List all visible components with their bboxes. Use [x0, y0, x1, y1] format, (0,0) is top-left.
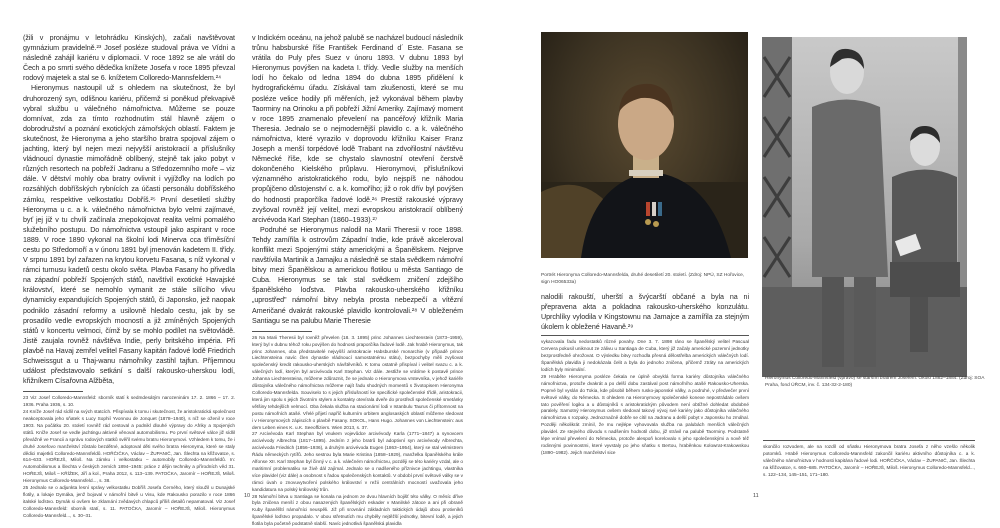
brothers-illustration: [762, 37, 967, 377]
footnote-divider: [763, 440, 975, 441]
footnotes: [23, 395, 235, 519]
brothers-caption: Hieronymus Colloredo-Mannsfeld (vpravo) se starším bratrem Josefem. Okolo 1882–1884. (Zdroj: SOA Praha, fond ÚŘCM, inv. č. 134-32-2-180): [765, 376, 985, 388]
right-column-1: [541, 292, 749, 457]
footnote-divider: [541, 335, 749, 336]
column-1: [23, 33, 235, 520]
right-column-2: [763, 437, 975, 479]
footnotes: [252, 335, 463, 528]
footnotes: [763, 444, 975, 479]
footnote: 26 Na Marii Theresii byl rovněž převelen (18. 3. 1895) princ Johannes Liechtenstein (1873–1959), který byl v dubnu téhož roku povýšen do hodnosti praporčíka řadové lodě. Jak hrabě Hieronymus, tak princ Johannes, oba představitelé nejvyšší aristokracie Habsburské monarchie (v případě prince Liechtensteina navíc člen dynastie vládnoucí samostatnému státu), bezpochyby měli zvyšovat společenský kredit rakousko-uherských návštěvníků. K tomu ostatně přispíval i velitel svazu c. a k. válečných lodí, kterým byl arcivévoda Karl Stephan. Viz dále. Jestliže se vrátíme k postavě prince Johanna Liechtensteina, můžeme zdůraznit, že se jednalo o Hieronymova vrstevníka, v jehož kariéře důstojníka válečného námořnictva můžeme najít řadu shodných momentů s životopisem Hieronyma Colloredo-Mannsfelda. Souviselo to s jejich příslušností ke specifické společenské třídě, aristokracii, která jim spolu s jejich životním stylem a kontakty otevírala dveře do prostředí společenské smetánky většiny tehdejších velmocí. Oba čekala služba na stacionární lodi v Istanbulu Taurus či přítomnost na postu námořních atašé. Vřelé přijetí napříč kulturním orbitem anglosaských oblastí můžeme sledovat i v Hieronymových zápiscích o plavbě Fasany. SOKOL, Hans Hugo. Johannes von Liechtenstein: aus dem Leben eines K. u.K. Seeoffiziers. Wien 2013, s. 37.: [252, 334, 463, 430]
page-number: 10: [244, 493, 251, 499]
paragraph: Hieronymus nastoupil už s ohledem na skutečnost, že byl druhorozený syn, odlišnou kariéru, přičemž si poněkud překvapivě vybral službu u válečného námořnictva. Můžeme se pouze domnívat, zda za tímto rozhodnutím stál hlavně zájem o dobrodružství a poznání exotických zámořských oblastí. Faktem je skutečnost, že Hieronyma a jeho staršího bratra spojoval zájem o jachting, který byl nejen mezi nejvyšší aristokracií a příslušníky vládnoucí dynastie mimořádně oblíbený, stejně tak jako pobyt v různých resortech na pobřeží Jadranu a Středozemního moře – viz dále. V dětství mohly oba bratry ovlivnit i vyjížďky na lodích po rozsáhlých dobříšských rybnících za účasti personálu dobříšského zámku, respektive velkostatku Dobříš.²⁵ První desetiletí služby Hieronyma u c. a k. válečného námořnictva bylo velmi zajímavé, byť jej již v tu chvíli začínala znepokojovat realita velmi pomalého služebního postupu. Do námořnictva vstoupil jako aspirant v roce 1889. V roce 1890 vykonal na školní lodi Minerva cca tříměsíční cestu po Středomoří a v únoru 1891 byl jmenován kadetem II. třídy. V srpnu 1891 byl zařazen na krytou korvetu Fasana, s níž vykonal v rámci turnusu kadetů cestu okolo světa. Plavba Fasany ho přivedla na západní pobřeží Spojených států, navštívil exotické Havajské království, které se nemohlo vymanit ze stále sílícího vlivu dynamicky expandujících Spojených států, či Japonsko, jež naopak podniklo zásadní reformy a usilovně hledalo cestu, jak by se prosadilo vedle evropských mocností a již zmíněných Spojených států v koncertu velmoci, čímž by se mohlo podílet na světovládě. Jistě zaujala rovněž návštěva Indie, perly britského impéria. Při plavbě na Havaj zemřel velitel Fasany kapitán řadové lodě Friedrich Schweissgut a u Thaj-wanu námořníky zastihl tajfun. Příjemnou událost představovalo setkání s další rakousko-uherskou lodí, křižníkem Císařovna Alžběta,: [23, 84, 235, 386]
column-2: [252, 33, 463, 528]
brothers-photo: [762, 37, 967, 377]
page-11: [500, 0, 1000, 521]
footnote: 27 Arcivévoda Karl Stephan byl vnukem vojevůdce arcivévody Karla (1771–1847) a synovcem arcivévody Albrechta (1817–1895). Jedním z jeho bratrů byl adoptivní syn arcivévody Albrechta, arcivévoda Friedrich (1856–1936), a druhým arcivévoda Eugen (1863–1954), který se stal velmistrem Řádu německých rytířů. Jeho sestrou byla Marie Kristina (1858–1929), manželka španělského krále Alfonse XII. Karl Stephan byl činný v c. a k. válečném námořnictvu, později se této kariéry vzdal, ale o maritimní problematiku se živě dál zajímal. Jednalo se o nadšeného příznivce jachtingu, vlastníka více plavidel (viz dále) a osobnost s řadou společenských kontaktů. V období první světové války se v rámci úvah o znovuvytvoření polského království v režii centrálních mocností uvažovala jeho kandidatura na polský královský trůn.: [252, 431, 463, 492]
footnote: 28 Námořní bitva u Santiaga se konala na jednom ze dvou hlavních bojišť této války. O měsíc dříve byla zničena menší z obou nasazených španělských eskader v Manilské zátoce a ani při obraně Kuby španělští námořníci neuspěli. Již při srovnání základních taktických údajů obou protivníků španělské loďstvo propadalo. V obou střetnutích mu chyběly nejtěžší jednotky, bitevní lodě, a jejich flotila byla početně podstatně slabší. Navíc jednotlivá španělská plavidla: [252, 493, 463, 527]
footnote-divider: [23, 391, 83, 392]
paragraph: nalodili rakouští, uherští a švýcarští občané a byla na ni přepravena akta a pokladna rakousko-uherského konzulátu. Uprchlíky vylodila v Kingstownu na Jamajce a zamířila za stejným úkolem k obležené Havaně.²⁹: [541, 293, 749, 332]
footnote: skončilo rozvodem, ale na rozdíl od sňatku Hieronymova bratra Josefa z něho vzešlo několik potomků. Hrabě Hieronymus Colloredo-Mannsfeld zakončil kariéru aktivního důstojníka c. a k. válečného námořnictva v hodnosti kapitána řadové lodi. HOŘČIČKA, Václav – ŽUPANIČ, Jan. Šlechta na křižovatce, s. 660–685. PATOČKA, Jaromír – HOŘEJŠ, Miloš. Hieronymus Colloredo-Mannsfeld..., s. 122–134, 145–151, 171–180.: [763, 444, 975, 477]
footnote: 24 Kníže Josef rád sídlil na svých statcích. Přispívala k tomu i skutečnost, že aristokratická společnost neakceptovala jeho sňatek s Lucy Sophií Yvonnou de Jonquet (1878–1940), s níž se oženil v roce 1903. Na počátku 20. století rovněž rád cestoval a podnikl dlouhé výpravy do Afriky a Spojených států. Kníže Josef se vedle jachtingu aktivně věnoval automobilismu. Po první světové válce již sídlil převážně ve Francii a správu rodových statků svěřil svému bratru Hieronymovi. Vzhledem k tomu, že i druhé Josefovo manželství zůstalo bezdětné, adoptoval děti svého bratra Hieronyma, které se staly dědici majetků Colloredo-Mannsfeldů. HOŘČIČKA, Václav – ŽUPANIČ, Jan. Šlechta na křižovatce, s. 614–633. HOŘEJŠ, Miloš. Na zámku i velkostatku – automobily Colloredo-Mannsfeldů. In: Automobilismus a šlechta v českých zemích 1894–1945: práce z dějin techniky a přírodních věd 31. HOŘEJŠ, Miloš – KŘÍŽEK, Jiří a kol., Praha 2012, s. 113–139. PATOČKA, Jaromír – HOŘEJŠ, Miloš. Hieronymus Colloredo-Mannsfeld..., s. 38.: [23, 409, 235, 484]
footnote: 29 Hraběte Hieronyma posléze čekala ne úplně obvyklá forma kariéry důstojníka válečného námořnictva, protože dvakrát a po delší dobu zastával post námořního atašé Rakousko-Uherska. Poprvé byl vyslán do Tokia, kde působil během rusko-japonské války, a podruhé, v předvečer první světové války, do Německa. S ohledem na Hieronymovy společenské konexe nepostrádalo ovšem tato pověření logiku a u důstojníků s aristokratickým původem není obtížné dohledat obdobné paralely. Samotný Hieronymus ovšem sledoval takový vývoj své kariéry jako důstojníka válečného námořnictva s rozpaky. Jednoznačně dobře se cítil na Jadranu a delší pobyt v Japonsku ho zmáhal. Později několikrát zmínil, že mu nejlépe vyhovovala služba na palubách menších válečných plavidel. Ze stejného důvodu s nadšením hodnotil dobu, již strávil na palubě Taorminy. Podstatně lépe vnímal převelení do Německa, protože alespoň korelovalo s jeho společenskými a nově též rodinnými povinnostmi, které vyvstaly po jeho sňatku s Bertou, hraběnkou Kolowrat-Krakowskou (1890–1982). Jejich manželství sice: [541, 373, 749, 455]
body-text: [23, 33, 235, 386]
footnotes: [541, 339, 749, 456]
footnote: vykazovala řadu nedostatků různé povahy. Dne 3. 7. 1898 ráno se španělský velitel Pascual Cervera pokusil uniknout ze zálivu u Santiaga de Cuba, který již začaly americké pozemní jednotky bezprostředně ohrožovat. O výsledku bitvy rozhodla přesná dělostřelba amerických válečných lodí. Španělská plavidla ji nedokázala čelit a byla do jednoho zničena, přičemž ztráty na amerických lodích byly minimální.: [541, 339, 749, 372]
portrait-caption: Portrét Hieronyma Colloredo-Mannsfelda, druhé desetiletí 20. století. (Zdroj: NPÚ, SZ Hořovice, sign HO06533a): [541, 273, 745, 285]
footnote-divider: [252, 331, 312, 332]
portrait-image: [541, 32, 748, 258]
body-text: [252, 33, 463, 326]
body-text: [541, 292, 749, 332]
portrait-illustration: [541, 32, 748, 258]
page-number: 11: [753, 493, 759, 499]
paragraph: (žili v pronájmu v letohrádku Kinských), začali navštěvovat gymnázium pravidelně.²³ Josef posléze studoval práva ve Vídni a následně zahájil kariéru v diplomacii. V roce 1892 se ale vrátil do Čech a po smrti svého dědečka knížete Josefa v roce 1895 převzal rodový majetek a stal se 6. knížetem Colloredo-Mannsfeldem.²⁴: [23, 34, 235, 83]
page-10: [0, 0, 500, 527]
footnote: 25 Jednalo se o adjunkta lesní správy velkostatku Dobříš Josefa Černého, který sloužil u Dunajské flotily, a lokaje Dymáka, jenž bojoval v námořní bitvě u Visu, kde Rakousko porazilo v roce 1866 italské loďstvo. Dymák si ovšem ke zklamání zvědavých chlapců příliš detailů nepamatoval. Viz Josef Colloredo-Mannsfeld: sborník statí, s. 11. PATOČKA, Jaromír – HOŘEJŠ, Miloš. Hieronymus Colloredo-Mannsfeld..., s. 30–31.: [23, 485, 235, 518]
footnote: 23 Viz Josef Colloredo-Mannsfeld: sborník statí k sedmdesátým narozeninám 17. 2. 1866 – 17. 2. 1936. Praha 1936, s. 10.: [23, 395, 235, 408]
paragraph: Podruhé se Hieronymus nalodil na Marii Theresii v roce 1898. Tehdy zamířila k ostrovům Západní Indie, kde právě akceleroval konflikt mezi Spojenými státy americkými a Španělskem. Nejprve navštívila Martinik a Jamajku a následně se stala svědkem námořní bitvy mezi Španělskou a americkou flotilou u města Santiago de Cuba. Hieronymus se tak stal svědkem zničení zdejšího španělského loďstva. Plavba rakousko-uherského křižníku „uprostřed" námořní bitvy nebyla prosta nebezpečí a vítězní Američané dvakrát rakouské plavidlo kontrolovali.²⁸ V obleženém Santiagu se na palubu Marie Theresie: [252, 225, 463, 325]
paragraph: v Indickém oceánu, na jehož palubě se nacházel budoucí následník trůnu habsburské říše František Ferdinand d´ Este. Fasana se vrátila do Puly přes Suez v únoru 1893. V dubnu 1893 byl Hieronymus povýšen na kadeta I. třídy. Vedle služby na menších lodí ho čekalo od ledna 1894 do dubna 1895 přidělení k hydrografickému úřadu. Získával tam zkušenosti, které se mu posléze velice hodily při měřeních, jež vykonával během plavby Taorminy na Orinoku a při pobřeží Jižní Ameriky. Zajímavý moment v roce 1895 znamenalo převelení na pancéřový křižník Maria Theresia. Jednalo se o nejmodernější plavidlo c. a k. válečného námořnictva, které vyrazilo v doprovodu křižníku Kaiser Franz Joseph a menší torpédové lodě Trabant na zdvořilostní návštěvu Německé říše, kde se chystalo slavnostní otevření čerstvě dokončeného Kielského průplavu. Hieronymovi, příslušníkovi významného aristokratického rodu, bylo nejspíš ne náhodou propůjčeno důstojenství c. a k. komořího; již o rok dřív byl povýšen do hodnosti praporčíka řadové lodě.²⁶ Prestiž rakouské výpravy zvyšoval rovněž její velitel, mezi evropskou aristokracií oblíbený arcivévoda Karl Stephan (1860–1933).²⁷: [252, 34, 463, 224]
